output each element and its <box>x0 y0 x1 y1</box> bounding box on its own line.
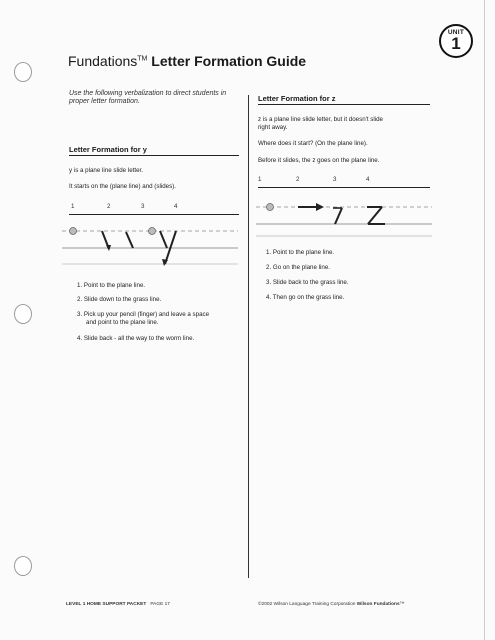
start-dot-icon <box>149 228 156 235</box>
slide-stroke <box>126 232 133 248</box>
z-step-4: 4. Then go on the grass line. <box>266 294 345 301</box>
footer-page-number: PAGE 17 <box>150 602 170 607</box>
page-title <box>68 53 306 69</box>
binder-hole-bottom <box>14 556 32 576</box>
start-dot-icon <box>70 228 77 235</box>
y-desc-2: It starts on the (plane line) and (slides). <box>69 183 176 190</box>
y-letter-stroke <box>160 231 167 248</box>
z-letter-stroke <box>368 207 382 224</box>
z-desc-3: Before it slides, the z goes on the plane line. <box>258 157 380 164</box>
z-step-2: 2. Go on the plane line. <box>266 264 330 271</box>
y-stroke-numbers <box>69 203 239 213</box>
y-numbers-underline <box>69 214 239 215</box>
z-desc-2: Where does it start? (On the plane line). <box>258 140 368 147</box>
y-stroke-number: 2 <box>107 203 111 210</box>
footer-brand-tm: ™ <box>399 602 405 607</box>
y-stroke-number: 1 <box>71 203 75 210</box>
y-step-3-cont: and point to the plane line. <box>86 319 159 326</box>
z-numbers-underline <box>258 187 430 188</box>
y-step-1: 1. Point to the plane line. <box>77 282 146 289</box>
footer-left <box>66 602 170 607</box>
brand-name: Fundations <box>68 53 138 69</box>
y-step-2: 2. Slide down to the grass line. <box>77 296 162 303</box>
z-stroke-number: 4 <box>366 176 370 183</box>
y-desc-1: y is a plane line slide letter. <box>69 167 143 174</box>
z-step-3: 3. Slide back to the grass line. <box>266 279 349 286</box>
heading-z-underline <box>258 104 430 105</box>
page-edge <box>484 0 485 640</box>
heading-y-underline <box>69 155 239 156</box>
y-stroke-number: 3 <box>141 203 145 210</box>
z-desc-1: z is a plane line slide letter, but it doesn't slide <box>258 116 384 123</box>
unit-label: UNIT <box>447 29 465 36</box>
z-desc-1b: right away. <box>258 124 288 131</box>
z-stroke-numbers <box>258 176 430 186</box>
y-formation-diagram <box>60 218 240 270</box>
arrow-down-icon <box>162 259 168 266</box>
footer-copyright: ©2002 Wilson Language Training Corporation <box>258 602 356 607</box>
footer-brand: Wilson Fundations <box>356 602 400 607</box>
start-dot-icon <box>267 204 274 211</box>
footer-right <box>258 602 404 607</box>
column-divider <box>248 95 249 578</box>
z-formation-diagram <box>254 194 434 240</box>
z-stroke-number: 2 <box>296 176 300 183</box>
y-step-3: 3. Pick up your pencil (finger) and leave a space <box>77 311 210 318</box>
y-step-4: 4. Slide back - all the way to the worm line. <box>77 335 195 342</box>
arrow-right-icon <box>316 203 324 211</box>
y-stroke-number: 4 <box>174 203 178 210</box>
binder-hole-middle <box>14 304 32 324</box>
z-step-1: 1. Point to the plane line. <box>266 249 335 256</box>
heading-z: Letter Formation for z <box>258 94 336 103</box>
z-stroke-number: 1 <box>258 176 262 183</box>
trademark: TM <box>137 55 148 63</box>
slide-stroke <box>335 208 342 224</box>
z-stroke-number: 3 <box>333 176 337 183</box>
binder-hole-top <box>14 62 32 82</box>
footer-packet-label: LEVEL 1 HOME SUPPORT PACKET <box>66 602 147 607</box>
heading-y: Letter Formation for y <box>69 145 147 154</box>
unit-number: 1 <box>451 34 461 53</box>
intro-text: Use the following verbalization to direct students in proper letter formation. <box>69 90 227 105</box>
title-text: Letter Formation Guide <box>151 53 307 69</box>
unit-badge <box>439 24 473 58</box>
